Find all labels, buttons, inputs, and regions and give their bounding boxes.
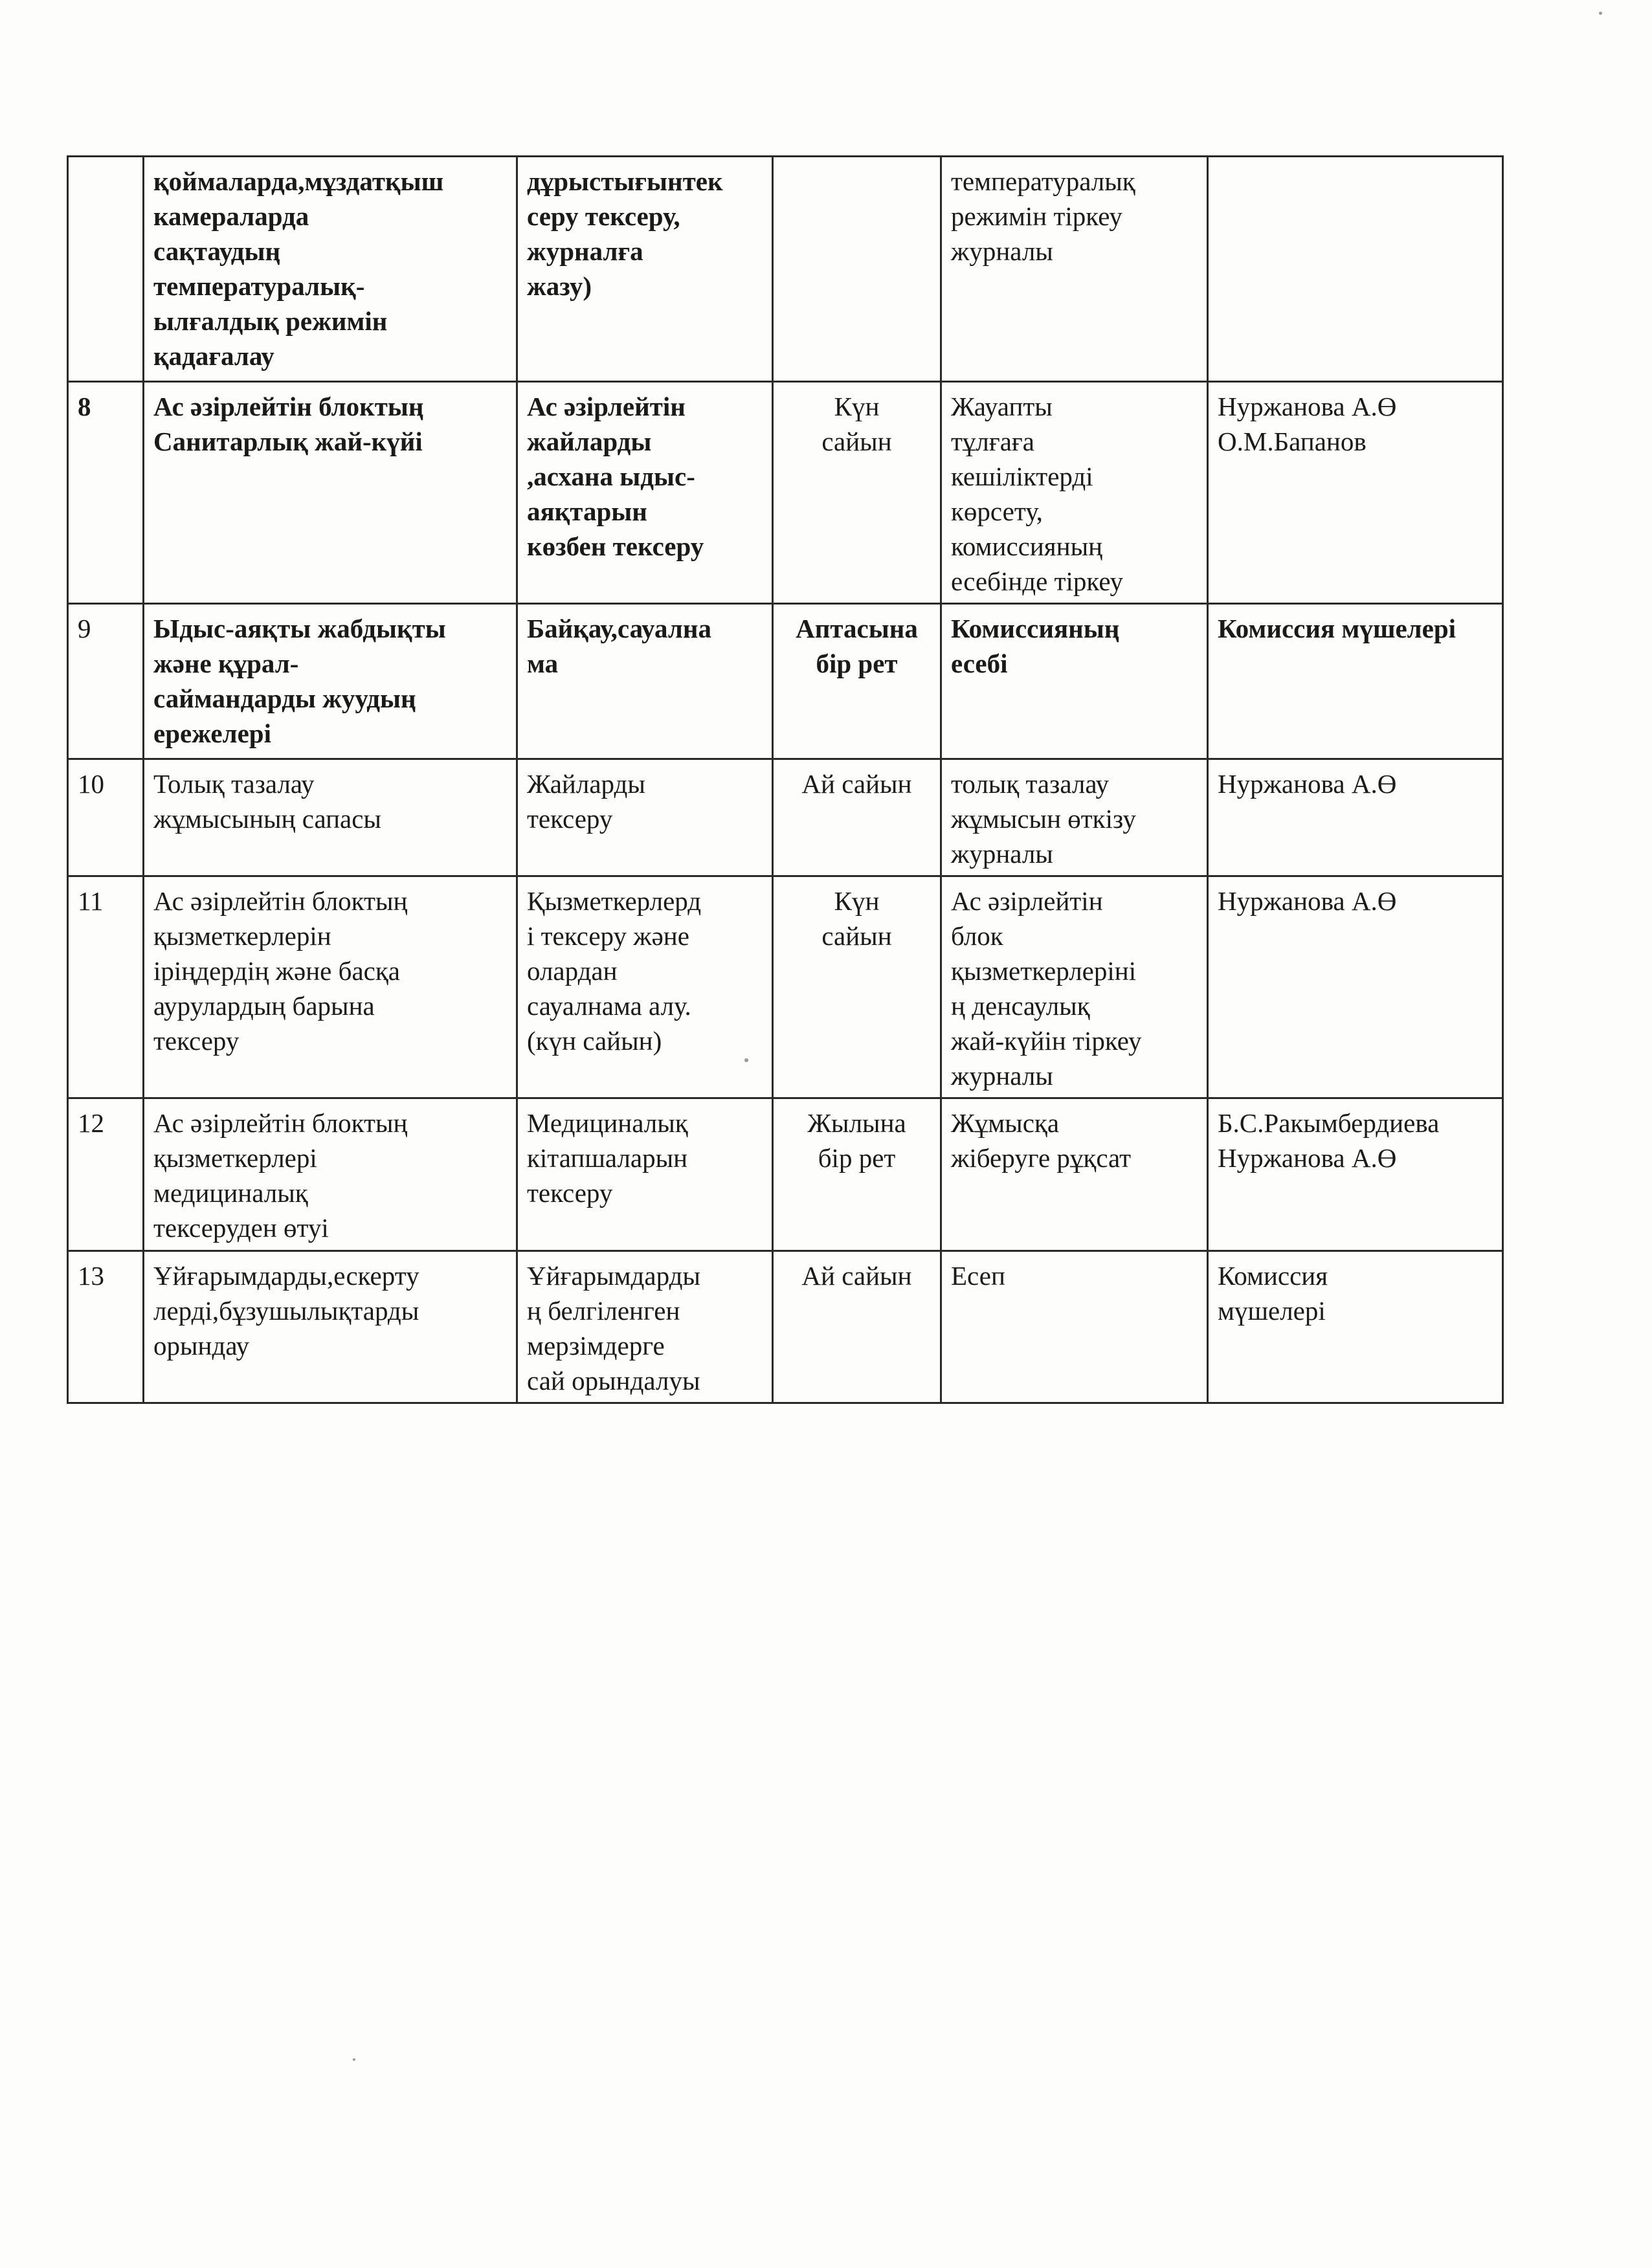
control-method: дұрыстығынтек серу тексеру, журналға жазу): [517, 157, 773, 382]
table-row: [68, 382, 1503, 604]
control-method: Медициналық кітапшаларын тексеру: [517, 1098, 773, 1251]
control-subject: Ыдыс-аяқты жабдықты және құрал- саймандарды жуудың ережелері: [144, 604, 517, 759]
control-frequency: Күн сайын: [773, 876, 941, 1098]
scan-speck: [353, 2058, 355, 2061]
scan-speck: [1599, 12, 1602, 15]
control-method: Ас әзірлейтін жайларды ,асхана ыдыс- аяқтарын көзбен тексеру: [517, 382, 773, 604]
control-method: Ұйғарымдарды ң белгіленген мерзімдерге сай орындалуы: [517, 1251, 773, 1403]
control-subject: Ас әзірлейтін блоктың қызметкерлерін іріңдердің және басқа аурулардың барына тексеру: [144, 876, 517, 1098]
responsible-person: [1208, 157, 1503, 382]
control-result: температуралық режимін тіркеу журналы: [941, 157, 1208, 382]
responsible-person: Нуржанова А.Ө О.М.Бапанов: [1208, 382, 1503, 604]
control-result: толық тазалау жұмысын өткізу журналы: [941, 759, 1208, 876]
control-result: Комиссияның есебі: [941, 604, 1208, 759]
control-method: Қызметкерлерд і тексеру және олардан сауалнама алу. (күн сайын): [517, 876, 773, 1098]
control-frequency: Ай сайын: [773, 759, 941, 876]
responsible-person: Нуржанова А.Ө: [1208, 876, 1503, 1098]
control-subject: Толық тазалау жұмысының сапасы: [144, 759, 517, 876]
scan-speck: [744, 1058, 748, 1062]
table-row: [68, 604, 1503, 759]
control-subject: Ас әзірлейтін блоктың Санитарлық жай-күйі: [144, 382, 517, 604]
inspection-plan-table: [67, 155, 1504, 1404]
control-frequency: Күн сайын: [773, 382, 941, 604]
control-frequency: [773, 157, 941, 382]
control-result: Жұмысқа жіберуге рұқсат: [941, 1098, 1208, 1251]
row-number: 13: [68, 1251, 144, 1403]
table-body: [68, 157, 1503, 1403]
control-subject: Ұйғарымдарды,ескерту лерді,бұзушылықтарды орындау: [144, 1251, 517, 1403]
responsible-person: Комиссия мүшелері: [1208, 1251, 1503, 1403]
row-number: 9: [68, 604, 144, 759]
control-result: Есеп: [941, 1251, 1208, 1403]
table-row: [68, 1098, 1503, 1251]
control-result: Жауапты тұлғаға кешіліктерді көрсету, комиссияның есебінде тіркеу: [941, 382, 1208, 604]
responsible-person: Нуржанова А.Ө: [1208, 759, 1503, 876]
row-number: 8: [68, 382, 144, 604]
table-row: [68, 759, 1503, 876]
table-row: [68, 157, 1503, 382]
control-method: Байқау,сауална ма: [517, 604, 773, 759]
table-row: [68, 876, 1503, 1098]
control-subject: қоймаларда,мұздатқыш камераларда сақтаудың температуралық- ылғалдық режимін қадағалау: [144, 157, 517, 382]
table-row: [68, 1251, 1503, 1403]
row-number: [68, 157, 144, 382]
control-method: Жайларды тексеру: [517, 759, 773, 876]
control-result: Ас әзірлейтін блок қызметкерлеріні ң денсаулық жай-күйін тіркеу журналы: [941, 876, 1208, 1098]
responsible-person: Б.С.Ракымбердиева Нуржанова А.Ө: [1208, 1098, 1503, 1251]
row-number: 10: [68, 759, 144, 876]
control-frequency: Жылына бір рет: [773, 1098, 941, 1251]
control-frequency: Ай сайын: [773, 1251, 941, 1403]
row-number: 12: [68, 1098, 144, 1251]
responsible-person: Комиссия мүшелері: [1208, 604, 1503, 759]
row-number: 11: [68, 876, 144, 1098]
control-subject: Ас әзірлейтін блоктың қызметкерлері медициналық тексеруден өтуі: [144, 1098, 517, 1251]
control-frequency: Аптасына бір рет: [773, 604, 941, 759]
